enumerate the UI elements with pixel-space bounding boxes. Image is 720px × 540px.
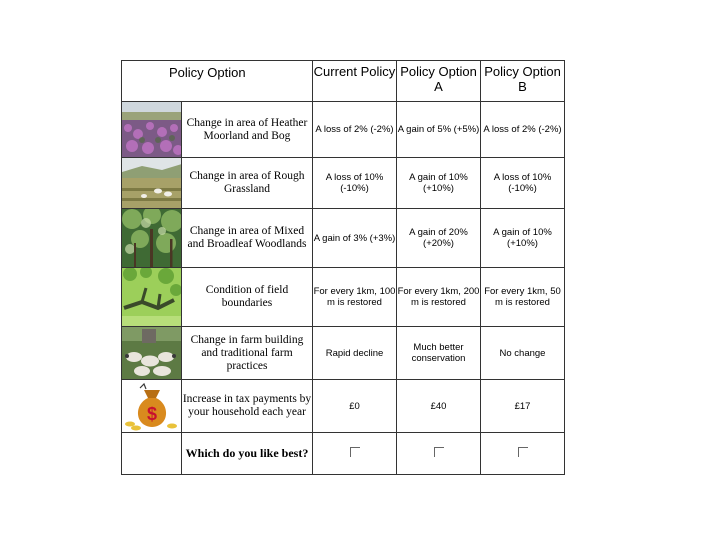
current-policy-checkbox[interactable] bbox=[350, 447, 360, 457]
attribute-label: Change in farm building and traditional farm practices bbox=[182, 327, 313, 380]
table-row bbox=[122, 268, 565, 327]
table-row bbox=[122, 327, 565, 380]
current-policy-value: For every 1km, 100 m is restored bbox=[313, 268, 397, 327]
option-a-value: A gain of 20% (+20%) bbox=[397, 209, 481, 268]
option-a-header: Policy Option A bbox=[397, 61, 481, 102]
option-b-value: A gain of 10% (+10%) bbox=[481, 209, 565, 268]
attribute-label: Increase in tax payments by your household each year bbox=[182, 380, 313, 433]
money-bag-icon bbox=[122, 380, 182, 433]
option-b-choice-cell bbox=[481, 433, 565, 475]
current-policy-value: A loss of 10% (-10%) bbox=[313, 158, 397, 209]
farm-sheep-photo bbox=[122, 327, 182, 380]
option-a-value: A gain of 5% (+5%) bbox=[397, 102, 481, 158]
current-policy-header: Current Policy bbox=[313, 61, 397, 102]
policy-option-header: Policy Option bbox=[122, 61, 313, 102]
current-policy-value: A loss of 2% (-2%) bbox=[313, 102, 397, 158]
field-boundary-photo bbox=[122, 268, 182, 327]
option-b-value: A loss of 2% (-2%) bbox=[481, 102, 565, 158]
rough-grassland-photo bbox=[122, 158, 182, 209]
attribute-label: Change in area of Rough Grassland bbox=[182, 158, 313, 209]
option-b-value: No change bbox=[481, 327, 565, 380]
header-row bbox=[122, 61, 565, 102]
option-b-value: For every 1km, 50 m is restored bbox=[481, 268, 565, 327]
option-b-header: Policy Option B bbox=[481, 61, 565, 102]
table-row bbox=[122, 158, 565, 209]
current-policy-value: A gain of 3% (+3%) bbox=[313, 209, 397, 268]
current-policy-choice-cell bbox=[313, 433, 397, 475]
option-a-value: £40 bbox=[397, 380, 481, 433]
option-b-value: A loss of 10% (-10%) bbox=[481, 158, 565, 209]
current-policy-value: £0 bbox=[313, 380, 397, 433]
attribute-label: Change in area of Heather Moorland and Bog bbox=[182, 102, 313, 158]
table-row bbox=[122, 102, 565, 158]
attribute-label: Change in area of Mixed and Broadleaf Woodlands bbox=[182, 209, 313, 268]
option-a-value: A gain of 10% (+10%) bbox=[397, 158, 481, 209]
option-b-value: £17 bbox=[481, 380, 565, 433]
choice-card bbox=[121, 60, 563, 467]
policy-choice-table bbox=[121, 60, 565, 475]
option-a-value: Much better conservation bbox=[397, 327, 481, 380]
option-a-checkbox[interactable] bbox=[434, 447, 444, 457]
option-a-choice-cell bbox=[397, 433, 481, 475]
table-row bbox=[122, 380, 565, 433]
option-a-value: For every 1km, 200 m is restored bbox=[397, 268, 481, 327]
choice-row bbox=[122, 433, 565, 475]
table-row bbox=[122, 209, 565, 268]
woodland-photo bbox=[122, 209, 182, 268]
empty-image-cell bbox=[122, 433, 182, 475]
heather-moorland-photo bbox=[122, 102, 182, 158]
option-b-checkbox[interactable] bbox=[518, 447, 528, 457]
attribute-label: Condition of field boundaries bbox=[182, 268, 313, 327]
choice-question: Which do you like best? bbox=[182, 433, 313, 475]
current-policy-value: Rapid decline bbox=[313, 327, 397, 380]
svg-text:$: $ bbox=[146, 404, 158, 424]
